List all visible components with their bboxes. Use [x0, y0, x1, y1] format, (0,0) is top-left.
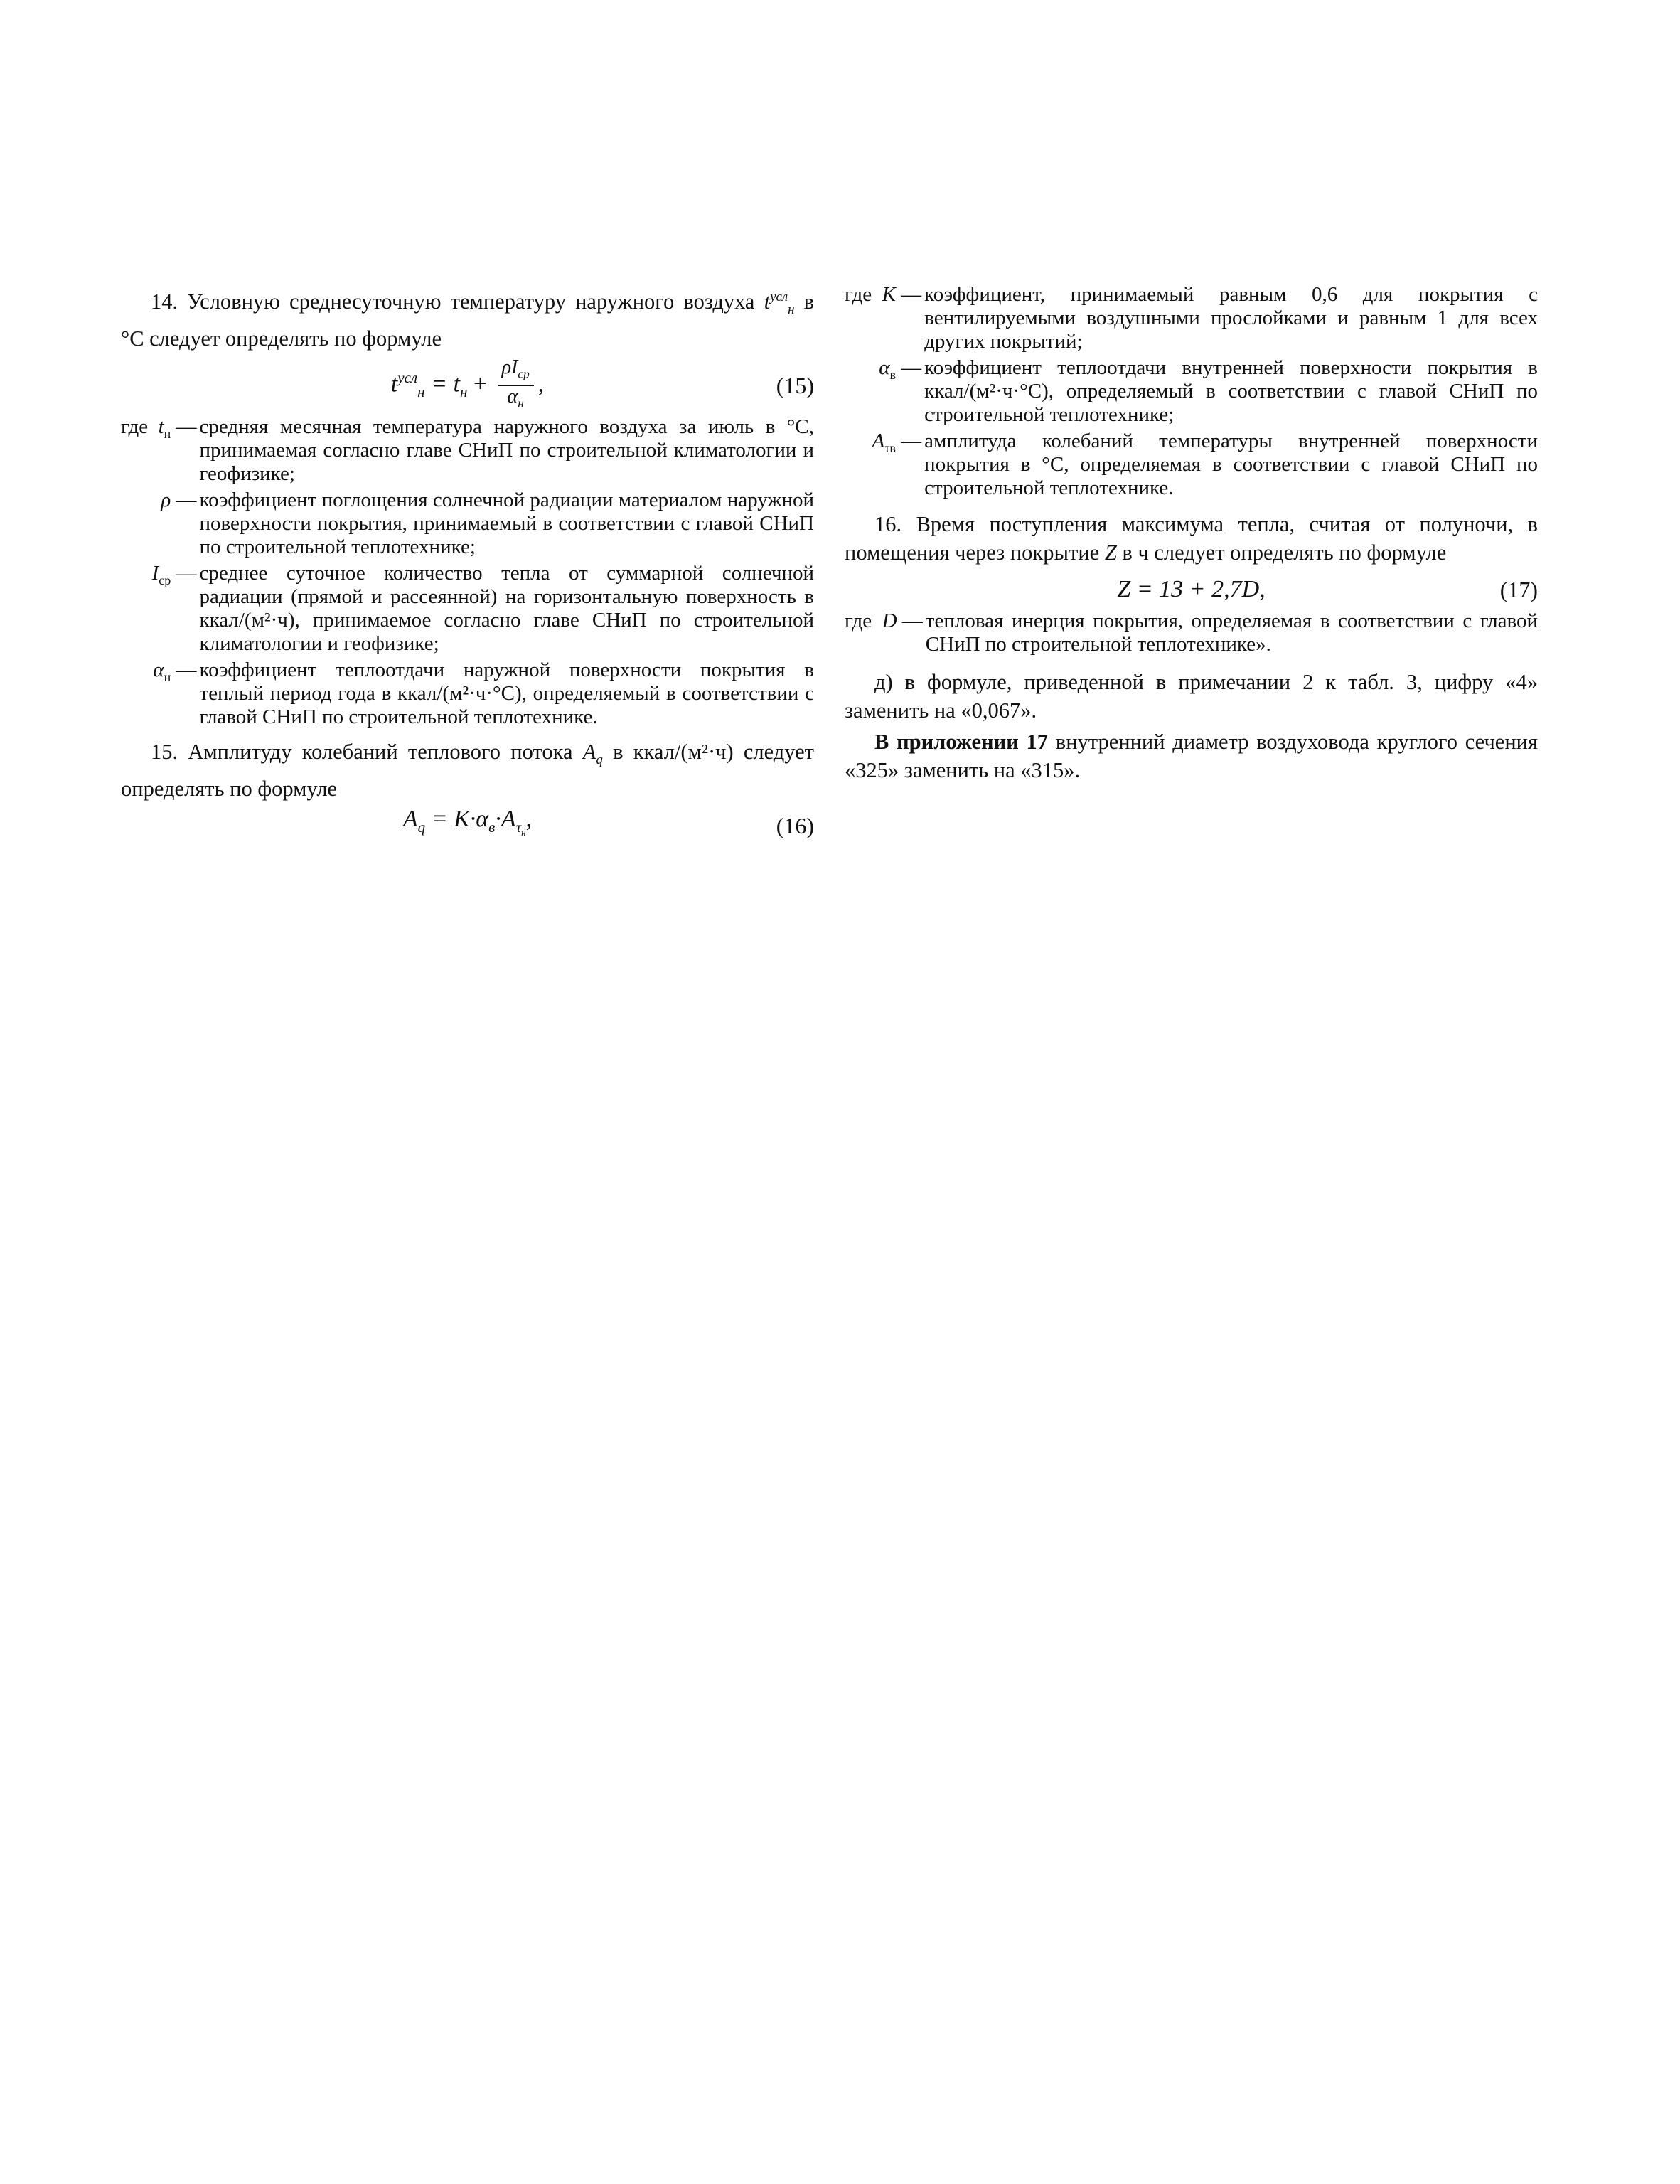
- definition-text: амплитуда колебаний температуры внутренней поверхности покрытия в °С, определяемая в соответствии с главой СНиП по строительной теплотехнике.: [924, 430, 1538, 499]
- paragraph-15: [121, 737, 814, 803]
- definition-row: [121, 489, 814, 562]
- definition-text: коэффициент теплоотдачи наружной поверхности покрытия в теплый период года в ккал/(м²·ч·°С), определяемый в соответствии с главой СНиП по строительной теплотехнике.: [199, 659, 814, 729]
- formula-15-fraction: $\frac{\rho I_{ср}}{\alpha_н}$: [498, 357, 534, 415]
- p14-text-a: 14. Условную среднесуточную температуру наружного воздуха: [151, 289, 755, 314]
- definition-text: коэффициент, принимаемый равным 0,6 для покрытия с вентилируемыми воздушными прослойками и равным 1 для всех других покрытий;: [924, 283, 1538, 353]
- definition-row: [845, 283, 1538, 356]
- right-column: [845, 283, 1538, 787]
- definition-row: [121, 415, 814, 489]
- definitions-16: [845, 283, 1538, 503]
- definition-symbol: $I_{ср}$ —: [151, 562, 197, 588]
- formula-15-body: $t^{усл}_н = t_н$ + $\frac{\rho I_{ср}}{\alpha_н}$ ,: [391, 357, 545, 415]
- p15-symbol: $A_q$: [582, 740, 603, 768]
- p14-text-b: в °С следует определять по формуле: [121, 289, 815, 351]
- formula-17-number: (17): [1499, 577, 1538, 602]
- definition-text: тепловая инерция покрытия, определяемая в соответствии с главой СНиП по строительной теплотехнике».: [925, 609, 1538, 656]
- definition-row: [845, 609, 1538, 659]
- paragraph-14: [121, 283, 814, 353]
- formula-16-number: (16): [776, 813, 814, 839]
- appendix-17-bold: В приложении 17: [874, 730, 1049, 754]
- formula-15: [121, 356, 814, 415]
- formula-17-body: Z = 13 + 2,7D,: [1117, 576, 1266, 602]
- p15-text-a: 15. Амплитуду колебаний теплового потока: [151, 740, 573, 765]
- p16-text-a: 16. Время поступления максимума тепла, считая от полуночи, в помещения через покрытие: [845, 512, 1538, 565]
- definitions-17: [845, 609, 1538, 659]
- formula-16: [121, 806, 814, 846]
- definition-row: [845, 356, 1538, 430]
- formula-16-body: $A_q = K\cdot\alpha_в\cdot A_{\tau_н}$,: [402, 805, 533, 838]
- paragraph-appendix-17: [845, 728, 1538, 784]
- definition-symbol: где $t_н$ —: [121, 415, 197, 442]
- definition-row: [121, 659, 814, 732]
- left-column: [121, 283, 814, 846]
- definition-text: среднее суточное количество тепла от суммарной солнечной радиации (прямой и рассеянной) на горизонтальную поверхность в ккал/(м²·ч), принимаемое согласно главе СНиП по строительной климатологии и геофизике;: [199, 562, 814, 656]
- p16-text-b: в ч следует определять по формуле: [1122, 540, 1447, 565]
- definition-row: [845, 430, 1538, 503]
- definition-row: [121, 562, 814, 659]
- definition-symbol: где D —: [845, 609, 923, 632]
- p14-symbol: $t^{усл}_н$: [764, 289, 795, 318]
- paragraph-d: д) в формуле, приведенной в примечании 2 к табл. 3, цифру «4» заменить на «0,067».: [845, 670, 1538, 723]
- definition-symbol: ρ —: [161, 489, 197, 512]
- definition-symbol: $A_{\tau в}$ —: [872, 430, 922, 455]
- appendix-17-rest: внутренний диаметр воздуховода круглого сечения «325» заменить на «315».: [845, 730, 1538, 782]
- formula-15-number: (15): [776, 373, 814, 399]
- definition-symbol: $\alpha_в$ —: [879, 356, 922, 382]
- definitions-15: [121, 415, 814, 732]
- definition-symbol: $\alpha_н$ —: [153, 659, 197, 685]
- p16-symbol: Z: [1104, 540, 1117, 565]
- definition-text: коэффициент поглощения солнечной радиации материалом наружной поверхности покрытия, принимаемый в соответствии с главой СНиП по строительной теплотехнике;: [199, 489, 814, 559]
- definition-text: коэффициент теплоотдачи внутренней поверхности покрытия в ккал/(м²·ч·°С), определяемый в соответствии с главой СНиП по строительной теплотехнике;: [924, 356, 1538, 426]
- formula-17: [845, 570, 1538, 609]
- definition-text: средняя месячная температура наружного воздуха за июль в °С, принимаемая согласно главе СНиП по строительной климатологии и геофизике;: [199, 415, 814, 486]
- paragraph-16: [845, 510, 1538, 567]
- definition-symbol: где K —: [845, 283, 922, 306]
- p15-text-b: в ккал/(м²·ч) следует определять по формуле: [121, 740, 814, 801]
